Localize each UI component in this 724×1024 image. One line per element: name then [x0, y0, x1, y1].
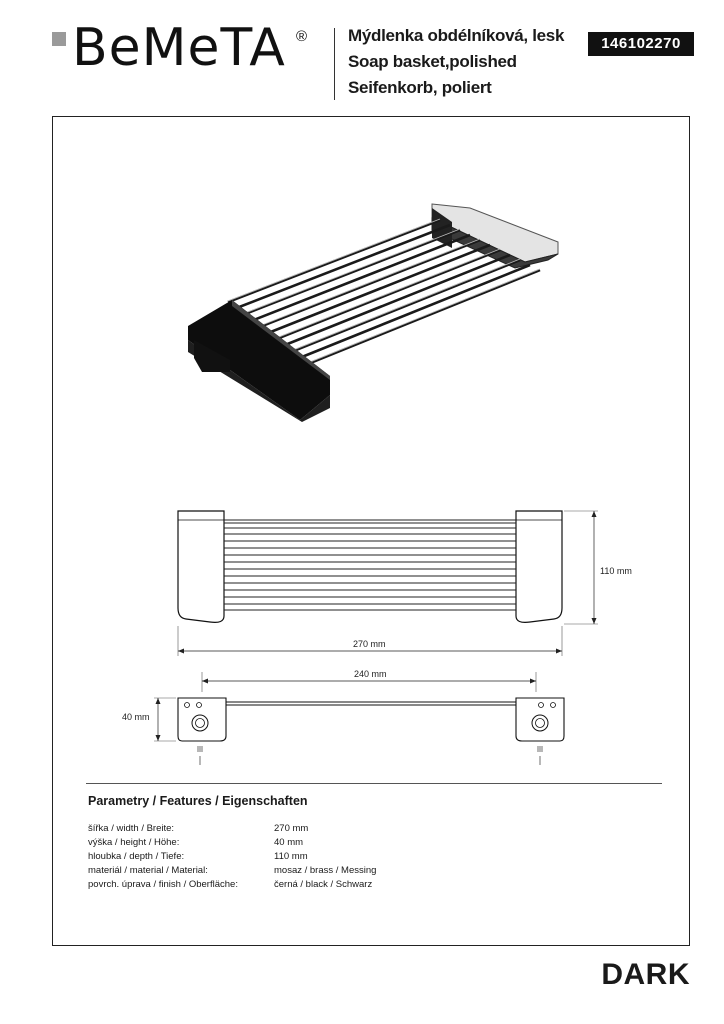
parameters-heading: Parametry / Features / Eigenschaften: [88, 794, 308, 808]
parameter-row: [88, 850, 376, 864]
brand-logo: BeMeTA: [72, 18, 286, 78]
parameter-label: hloubka / depth / Tiefe:: [88, 851, 185, 862]
front-view-drawing: [160, 498, 640, 668]
top-view-drawing: [120, 668, 580, 772]
inner-width-dimension-label: 240 mm: [354, 669, 387, 679]
parameter-row: [88, 822, 376, 836]
parameter-value: mosaz / brass / Messing: [274, 865, 377, 876]
title-german: Seifenkorb, poliert: [348, 78, 492, 97]
product-render: [170, 190, 570, 430]
parameters-table: [88, 822, 376, 892]
header-divider: [334, 28, 335, 100]
section-divider: [86, 783, 662, 784]
parameter-value: 40 mm: [274, 837, 304, 848]
logo-square: [52, 32, 66, 46]
series-label: DARK: [601, 958, 690, 991]
parameter-value: 270 mm: [274, 823, 309, 834]
parameter-row: [88, 836, 376, 850]
registered-mark: ®: [296, 28, 308, 45]
width-dimension-label: 270 mm: [353, 639, 386, 649]
parameter-label: výška / height / Höhe:: [88, 837, 180, 848]
parameter-row: [88, 878, 376, 892]
parameter-value: 110 mm: [274, 851, 308, 862]
title-czech: Mýdlenka obdélníková, lesk: [348, 26, 565, 45]
product-code: 146102270: [588, 32, 694, 56]
parameter-row: [88, 864, 376, 878]
title-english: Soap basket,polished: [348, 52, 517, 71]
parameter-label: materiál / material / Material:: [88, 865, 208, 876]
parameter-label: povrch. úprava / finish / Oberfläche:: [88, 879, 238, 890]
depth-dimension-label: 40 mm: [122, 712, 150, 722]
parameter-value: černá / black / Schwarz: [274, 879, 373, 890]
parameter-label: šířka / width / Breite:: [88, 823, 175, 834]
height-dimension-label: 110 mm: [600, 566, 632, 576]
